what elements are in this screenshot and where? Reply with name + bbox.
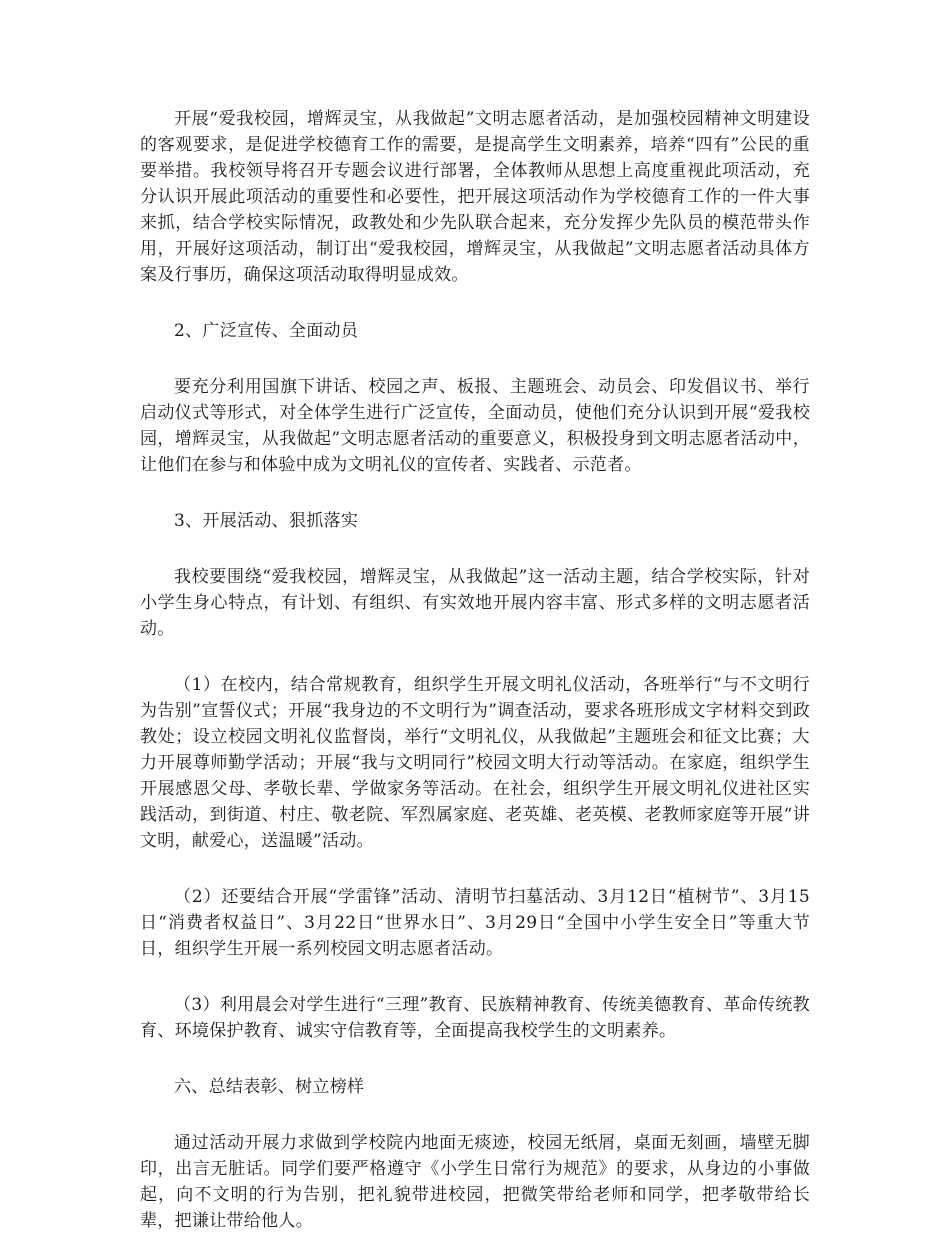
section-heading-activities: 3、开展活动、狠抓落实 — [174, 511, 359, 531]
section-heading-summary: 六、总结表彰、树立榜样 — [174, 1077, 365, 1097]
activity-item-3: （3）利用晨会对学生进行“三理”教育、民族精神教育、传统美德教育、革命传统教育、环境保护教育、诚实守信教育等，全面提高我校学生的文明素养。 — [140, 995, 810, 1041]
summary-paragraph: 通过活动开展力求做到学校院内地面无痰迹，校园无纸屑，桌面无刻画，墙壁无脚印，出言无脏话。同学们要严格遵守《小学生日常行为规范》的要求，从身边的小事做起，向不文明的行为告别，把礼貌带进校园，把微笑带给老师和同学，把孝敬带给长辈，把谦让带给他人。 — [140, 1133, 810, 1231]
publicity-paragraph: 要充分利用国旗下讲话、校园之声、板报、主题班会、动员会、印发倡议书、举行启动仪式等形式，对全体学生进行广泛宣传，全面动员，使他们充分认识到开展“爱我校园，增辉灵宝，从我做起”文明志愿者活动的重要意义，积极投身到文明志愿者活动中，让他们在参与和体验中成为文明礼仪的宣传者、实践者、示范者。 — [140, 377, 810, 475]
section-heading-publicity: 2、广泛宣传、全面动员 — [174, 321, 359, 341]
intro-paragraph: 开展“爱我校园，增辉灵宝，从我做起”文明志愿者活动，是加强校园精神文明建设的客观要求，是促进学校德育工作的需要，是提高学生文明素养，培养“四有”公民的重要举措。我校领导将召开专题会议进行部署，全体教师从思想上高度重视此项活动，充分认识开展此项活动的重要性和必要性，把开展这项活动作为学校德育工作的一件大事来抓，结合学校实际情况，政教处和少先队联合起来，充分发挥少先队员的模范带头作用，开展好这项活动，制订出“爱我校园，增辉灵宝，从我做起”文明志愿者活动具体方案及行事历，确保这项活动取得明显成效。 — [140, 109, 810, 285]
activities-intro-paragraph: 我校要围绕“爱我校园，增辉灵宝，从我做起”这一活动主题，结合学校实际，针对小学生身心特点，有计划、有组织、有实效地开展内容丰富、形式多样的文明志愿者活动。 — [140, 567, 810, 639]
document-page — [140, 106, 810, 1234]
activity-item-2: （2）还要结合开展“学雷锋”活动、清明节扫墓活动、3月12日“植树节”、3月15日“消费者权益日”、3月22日“世界水日”、3月29日“全国中小学生安全日”等重大节日，组织学生开展一系列校园文明志愿者活动。 — [140, 887, 810, 959]
activity-item-1: （1）在校内，结合常规教育，组织学生开展文明礼仪活动，各班举行“与不文明行为告别”宣誓仪式；开展“我身边的不文明行为”调查活动，要求各班形成文字材料交到政教处；设立校园文明礼仪监督岗，举行“文明礼仪，从我做起”主题班会和征文比赛；大力开展尊师勤学活动；开展“我与文明同行”校园文明大行动等活动。在家庭，组织学生开展感恩父母、孝敬长辈、学做家务等活动。在社会，组织学生开展文明礼仪进社区实践活动，到街道、村庄、敬老院、军烈属家庭、老英雄、老英模、老教师家庭等开展“讲文明，献爱心，送温暖”活动。 — [140, 675, 810, 851]
